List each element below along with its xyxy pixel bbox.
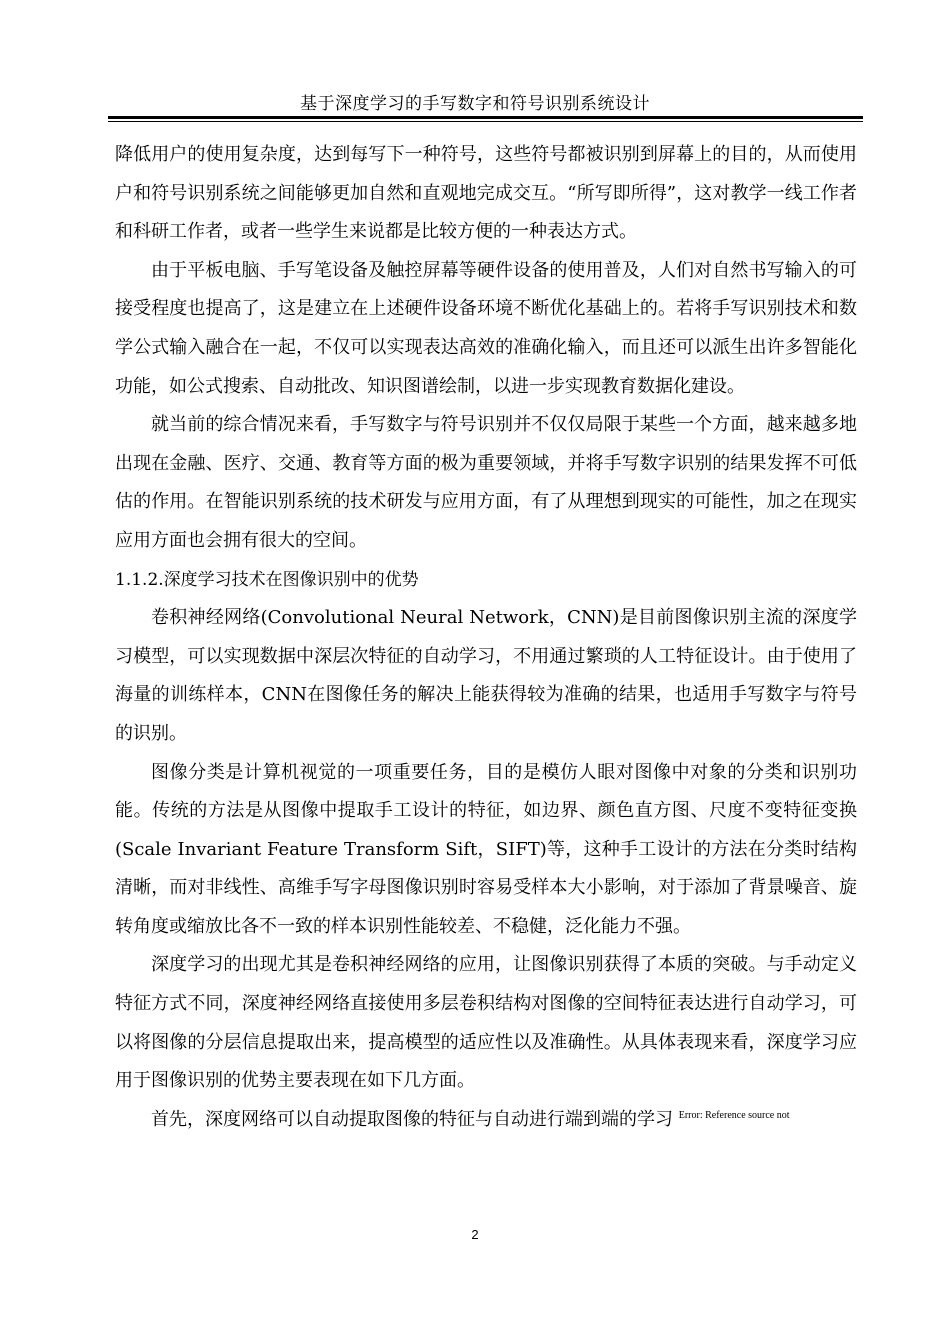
header-rule-thin <box>108 121 863 122</box>
paragraph-deep-learning: 深度学习的出现尤其是卷积神经网络的应用，让图像识别获得了本质的突破。与手动定义特征方式不同，深度神经网络直接使用多层卷积结构对图像的空间特征表达进行自动学习，可以将图像的分层信息提取出来，提高模型的适应性以及准确性。从具体表现来看，深度学习应用于图像识别的优势主要表现在如下几方面。 <box>115 954 857 1092</box>
header-title: 基于深度学习的手写数字和符号识别系统设计 <box>300 94 650 114</box>
reference-error: Error: Reference source not <box>678 1109 790 1121</box>
paragraph-applications: 就当前的综合情况来看，手写数字与符号识别并不仅仅局限于某些一个方面，越来越多地出现在金融、医疗、交通、教育等方面的极为重要领域，并将手写数字识别的结果发挥不可低估的作用。在智能识别系统的技术研发与应用方面，有了从理想到现实的可能性，加之在现实应用方面也会拥有很大的空间。 <box>115 414 857 551</box>
first-advantage-text: 首先，深度网络可以自动提取图像的特征与自动进行端到端的学习 <box>151 1108 673 1130</box>
paragraph-first-advantage <box>115 1101 857 1140</box>
paragraph-cnn: 卷积神经网络(Convolutional Neural Network，CNN)是目前图像识别主流的深度学习模型，可以实现数据中深层次特征的自动学习，不用通过繁琐的人工特征设计。由于使用了海量的训练样本，CNN在图像任务的解决上能获得较为准确的结果，也适用手写数字与符号的识别。 <box>115 607 857 744</box>
page-number: 2 <box>471 1227 479 1242</box>
paragraph-hardware: 由于平板电脑、手写笔设备及触控屏幕等硬件设备的使用普及，人们对自然书写输入的可接受程度也提高了，这是建立在上述硬件设备环境不断优化基础上的。若将手写识别技术和数学公式输入融合在一起，不仅可以实现表达高效的准确化输入，而且还可以派生出许多智能化功能，如公式搜索、自动批改、知识图谱绘制，以进一步实现教育数据化建设。 <box>115 259 857 397</box>
section-heading: 1.1.2.深度学习技术在图像识别中的优势 <box>115 569 419 590</box>
paragraph-image-classification: 图像分类是计算机视觉的一项重要任务，目的是模仿人眼对图像中对象的分类和识别功能。传统的方法是从图像中提取手工设计的特征，如边界、颜色直方图、尺度不变特征变换(Scale Invariant Feature Transform Sift，SIFT)等，这种手工设计的方法在分类时结构清晰，而对非线性、高维手写字母图像识别时容易受样本大小影响，对于添加了背景噪音、旋转角度或缩放比各不一致的样本识别性能较差、不稳健，泛化能力不强。 <box>115 761 857 937</box>
body-text <box>115 136 857 1139</box>
paragraph-continued: 降低用户的使用复杂度，达到每写下一种符号，这些符号都被识别到屏幕上的目的，从而使用户和符号识别系统之间能够更加自然和直观地完成交互。“所写即所得”，这对教学一线工作者和科研工作者，或者一些学生来说都是比较方便的一种表达方式。 <box>115 144 857 243</box>
header-rule-thick <box>108 116 863 119</box>
